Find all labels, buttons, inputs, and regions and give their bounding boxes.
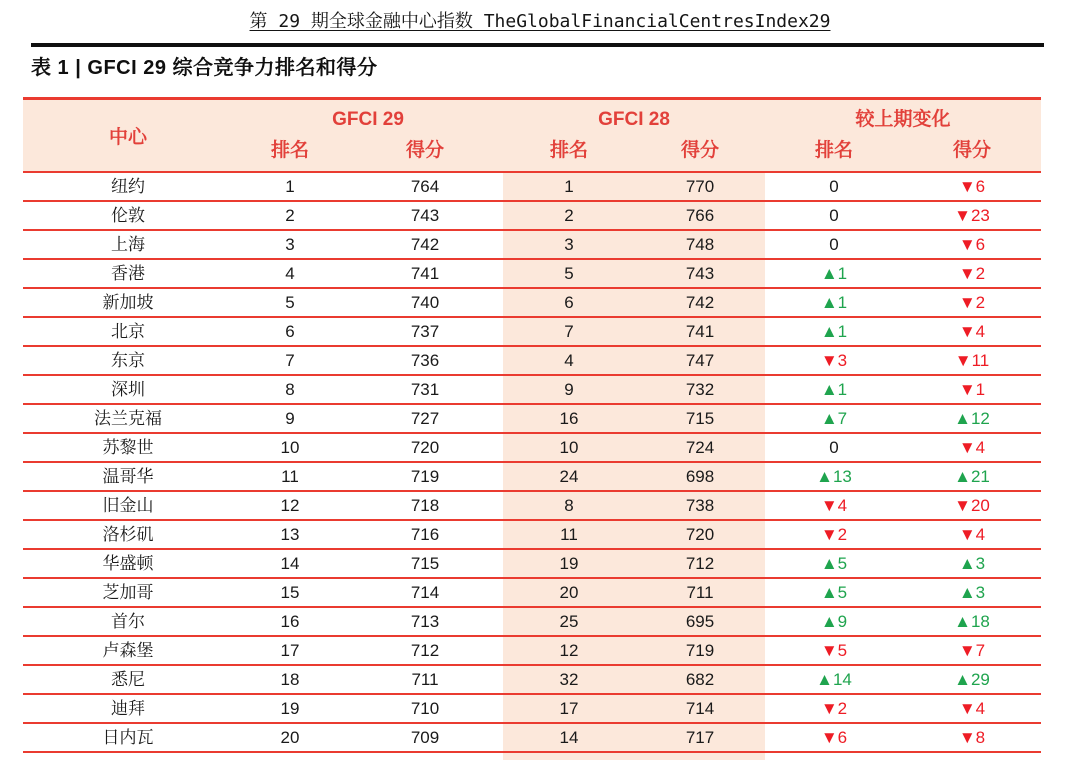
score-change-cell: ▼2 — [958, 293, 986, 312]
gfci29-rank-cell: 13 — [280, 525, 300, 544]
table-row — [23, 666, 1041, 695]
city-cell: 北京 — [111, 322, 145, 341]
gfci28-score-cell: 682 — [685, 670, 715, 689]
header-change-score: 得分 — [952, 140, 991, 161]
gfci29-score-cell: 727 — [410, 409, 440, 428]
gfci29-score-cell: 731 — [410, 380, 440, 399]
score-change-cell: ▼4 — [958, 322, 986, 341]
gfci29-rank-cell: 11 — [281, 467, 299, 486]
gfci29-score-cell: 742 — [410, 235, 440, 254]
gfci29-rank-cell: 3 — [285, 235, 295, 254]
score-change-cell: ▼6 — [958, 235, 986, 254]
gfci28-rank-cell: 17 — [559, 699, 579, 718]
table-row — [23, 579, 1041, 608]
city-cell: 苏黎世 — [102, 438, 154, 457]
city-cell: 首尔 — [111, 612, 145, 631]
header-change-rank: 排名 — [814, 140, 853, 161]
gfci28-score-cell: 743 — [685, 264, 715, 283]
gfci28-rank-cell: 11 — [560, 525, 578, 544]
city-cell: 悉尼 — [111, 670, 145, 689]
table-row — [23, 434, 1041, 463]
gfci29-score-cell: 737 — [410, 322, 440, 341]
document-title-text: 第 29 期全球金融中心指数 TheGlobalFinancialCentresIndex29 — [249, 11, 831, 32]
rank-change-cell: 0 — [829, 438, 839, 457]
score-change-cell: ▼8 — [958, 728, 986, 747]
gfci29-rank-cell: 12 — [280, 496, 300, 515]
table-row — [23, 608, 1041, 637]
gfci28-score-cell: 698 — [685, 467, 715, 486]
rank-change-cell: ▼2 — [820, 525, 848, 544]
gfci29-score-cell: 764 — [410, 177, 440, 196]
city-cell: 新加坡 — [102, 293, 154, 312]
score-change-cell: ▲3 — [958, 583, 986, 602]
gfci28-score-cell: 719 — [685, 641, 715, 660]
table-row — [23, 724, 1041, 753]
gfci29-score-cell: 709 — [410, 728, 440, 747]
score-change-cell: ▼23 — [954, 206, 990, 225]
gfci28-score-cell: 738 — [685, 496, 715, 515]
table-row — [23, 318, 1041, 347]
city-cell: 纽约 — [111, 177, 145, 196]
gfci29-score-cell: 719 — [410, 467, 440, 486]
gfci28-score-cell: 741 — [685, 322, 715, 341]
gfci28-rank-cell: 19 — [559, 554, 579, 573]
gfci29-score-cell: 743 — [410, 206, 440, 225]
rank-change-cell: ▼3 — [820, 351, 848, 370]
city-cell: 卢森堡 — [102, 641, 154, 660]
rank-change-cell: ▲14 — [816, 670, 852, 689]
header-gfci28-score: 得分 — [680, 140, 719, 161]
gfci29-rank-cell: 10 — [280, 438, 300, 457]
rank-change-cell: 0 — [829, 177, 839, 196]
table-row — [23, 637, 1041, 666]
gfci28-rank-cell: 5 — [564, 264, 574, 283]
gfci28-rank-cell: 1 — [564, 177, 574, 196]
score-change-cell: ▲18 — [954, 612, 990, 631]
gfci29-score-cell: 736 — [410, 351, 440, 370]
gfci28-score-cell: 712 — [685, 554, 715, 573]
gfci28-rank-cell: 20 — [559, 583, 579, 602]
gfci28-score-cell: 715 — [685, 409, 715, 428]
score-change-cell: ▲29 — [954, 670, 990, 689]
gfci29-rank-cell: 4 — [285, 264, 295, 283]
rank-change-cell: 0 — [829, 235, 839, 254]
table-row — [23, 405, 1041, 434]
gfci29-score-cell: 740 — [410, 293, 440, 312]
header-gfci29: GFCI 29 — [332, 109, 404, 130]
gfci28-rank-cell: 24 — [559, 467, 579, 486]
gfci29-rank-cell: 16 — [280, 612, 300, 631]
gfci28-rank-cell: 6 — [564, 293, 574, 312]
score-change-cell: ▲12 — [954, 409, 990, 428]
score-change-cell: ▼11 — [954, 351, 990, 370]
city-cell: 芝加哥 — [102, 583, 154, 602]
header-change: 较上期变化 — [855, 109, 951, 130]
gfci29-rank-cell: 7 — [285, 351, 295, 370]
gfci29-score-cell: 710 — [410, 699, 440, 718]
rank-change-cell: ▲5 — [820, 583, 848, 602]
gfci28-score-cell: 770 — [685, 177, 715, 196]
score-change-cell: ▼20 — [954, 496, 990, 515]
rank-change-cell: ▼5 — [820, 641, 848, 660]
header-center: 中心 — [108, 127, 147, 148]
gfci29-rank-cell: 2 — [285, 206, 295, 225]
city-cell: 日内瓦 — [102, 728, 154, 747]
gfci29-rank-cell: 19 — [280, 699, 300, 718]
score-change-cell: ▼4 — [958, 699, 986, 718]
score-change-cell: ▲21 — [954, 467, 990, 486]
gfci28-score-cell: 724 — [685, 438, 715, 457]
gfci28-rank-cell: 9 — [564, 380, 574, 399]
gfci28-rank-cell: 3 — [564, 235, 574, 254]
table-row — [23, 376, 1041, 405]
gfci28-rank-cell: 32 — [559, 670, 579, 689]
gfci29-score-cell: 713 — [410, 612, 440, 631]
gfci28-rank-cell: 10 — [559, 438, 579, 457]
gfci29-rank-cell: 18 — [280, 670, 300, 689]
gfci29-score-cell: 716 — [410, 525, 440, 544]
rank-change-cell: ▲1 — [820, 322, 848, 341]
table-caption: 表 1 | GFCI 29 综合竞争力排名和得分 — [31, 57, 378, 79]
document-title — [0, 7, 1080, 33]
score-change-cell: ▼4 — [958, 525, 986, 544]
rank-change-cell: ▼4 — [820, 496, 848, 515]
city-cell: 深圳 — [111, 380, 145, 399]
gfci29-rank-cell: 17 — [280, 641, 300, 660]
gfci29-score-cell: 711 — [411, 670, 439, 689]
table-row — [23, 231, 1041, 260]
city-cell: 伦敦 — [111, 206, 145, 225]
gfci28-rank-cell: 2 — [564, 206, 574, 225]
city-cell: 法兰克福 — [94, 409, 162, 428]
gfci28-rank-cell: 25 — [559, 612, 579, 631]
gfci28-score-cell: 720 — [685, 525, 715, 544]
gfci29-rank-cell: 6 — [285, 322, 295, 341]
city-cell: 旧金山 — [102, 496, 154, 515]
gfci28-score-cell: 714 — [685, 699, 715, 718]
table-row — [23, 202, 1041, 231]
gfci29-score-cell: 712 — [410, 641, 440, 660]
gfci28-score-cell: 747 — [685, 351, 715, 370]
gfci29-rank-cell: 1 — [285, 177, 295, 196]
gfci28-rank-cell: 16 — [559, 409, 579, 428]
gfci28-score-cell: 711 — [686, 583, 714, 602]
gfci28-score-cell: 766 — [685, 206, 715, 225]
gfci28-rank-cell: 4 — [564, 351, 574, 370]
rank-change-cell: ▲1 — [820, 380, 848, 399]
gfci29-rank-cell: 20 — [280, 728, 300, 747]
table-row — [23, 463, 1041, 492]
gfci28-rank-cell: 8 — [564, 496, 574, 515]
header-gfci28: GFCI 28 — [598, 109, 670, 130]
table-row — [23, 695, 1041, 724]
header-gfci29-rank: 排名 — [270, 140, 309, 161]
gfci29-rank-cell: 9 — [285, 409, 295, 428]
rank-change-cell: ▲1 — [820, 293, 848, 312]
gfci28-score-cell: 748 — [685, 235, 715, 254]
gfci28-rank-cell: 14 — [559, 728, 579, 747]
title-divider-rule — [31, 43, 1044, 47]
city-cell: 迪拜 — [111, 699, 145, 718]
rank-change-cell: ▼6 — [820, 728, 848, 747]
table-row — [23, 492, 1041, 521]
header-gfci28-rank: 排名 — [549, 140, 588, 161]
table-body — [23, 173, 1041, 753]
table-row — [23, 347, 1041, 376]
gfci28-rank-cell: 7 — [564, 322, 574, 341]
score-change-cell: ▼2 — [958, 264, 986, 283]
gfci29-rank-cell: 15 — [280, 583, 300, 602]
city-cell: 东京 — [111, 351, 145, 370]
gfci29-score-cell: 715 — [410, 554, 440, 573]
city-cell: 上海 — [111, 235, 145, 254]
gfci29-score-cell: 741 — [410, 264, 440, 283]
rank-change-cell: ▲7 — [820, 409, 848, 428]
gfci29-rank-cell: 5 — [285, 293, 295, 312]
gfci28-score-cell: 717 — [685, 728, 715, 747]
gfci28-score-cell: 732 — [685, 380, 715, 399]
gfci29-score-cell: 718 — [410, 496, 440, 515]
rank-change-cell: ▲1 — [820, 264, 848, 283]
gfci28-score-cell: 742 — [685, 293, 715, 312]
score-change-cell: ▲3 — [958, 554, 986, 573]
score-change-cell: ▼1 — [958, 380, 986, 399]
gfci28-rank-cell: 12 — [559, 641, 579, 660]
rank-change-cell: 0 — [829, 206, 839, 225]
table-row — [23, 260, 1041, 289]
table-row — [23, 521, 1041, 550]
gfci29-rank-cell: 8 — [285, 380, 295, 399]
header-gfci29-score: 得分 — [405, 140, 444, 161]
gfci28-score-cell: 695 — [685, 612, 715, 631]
score-change-cell: ▼6 — [958, 177, 986, 196]
gfci29-rank-cell: 14 — [280, 554, 300, 573]
table-row — [23, 289, 1041, 318]
city-cell: 华盛顿 — [102, 554, 154, 573]
gfci29-score-cell: 720 — [410, 438, 440, 457]
table-row — [23, 550, 1041, 579]
rank-change-cell: ▲9 — [820, 612, 848, 631]
rank-change-cell: ▲5 — [820, 554, 848, 573]
gfci-ranking-table — [23, 97, 1041, 753]
rank-change-cell: ▲13 — [816, 467, 852, 486]
city-cell: 洛杉矶 — [102, 525, 154, 544]
table-header — [23, 97, 1041, 173]
city-cell: 香港 — [111, 264, 145, 283]
score-change-cell: ▼7 — [958, 641, 986, 660]
score-change-cell: ▼4 — [958, 438, 986, 457]
city-cell: 温哥华 — [102, 467, 154, 486]
gfci29-score-cell: 714 — [410, 583, 440, 602]
table-row — [23, 173, 1041, 202]
rank-change-cell: ▼2 — [820, 699, 848, 718]
